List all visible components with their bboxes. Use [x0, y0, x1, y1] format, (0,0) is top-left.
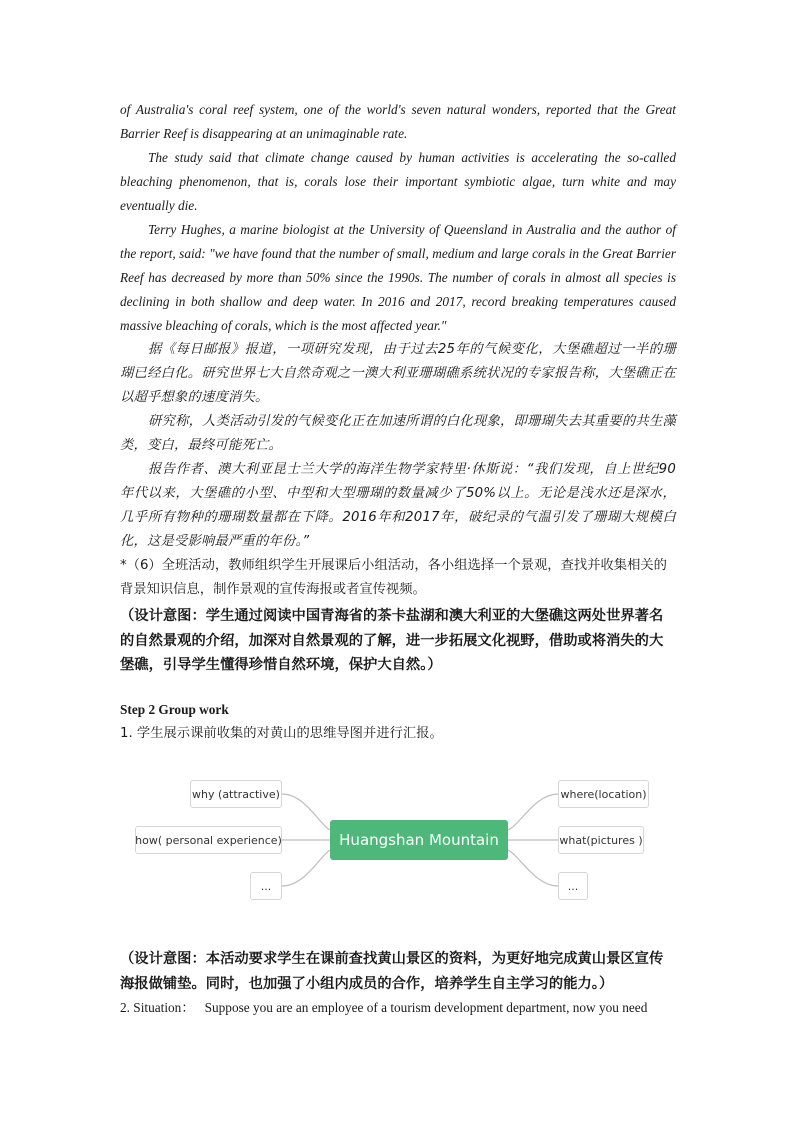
connector-where — [508, 794, 558, 830]
mind-map-node-what: what(pictures ) — [558, 826, 644, 854]
step2-item-1: 1. 学生展示课前收集的对黄山的思维导图并进行汇报。 — [120, 726, 443, 741]
chinese-paragraph-3: 报告作者、澳大利亚昆士兰大学的海洋生物学家特里·休斯说：“我们发现，自上世纪90年代以来，大堡礁的小型、中型和大型珊瑚的数量减少了50%以上。无论是浅水还是深水，几乎所有物种的珊瑚数量都在下降。2016年和2017年，破纪录的气温引发了珊瑚大规模白化，这是受影响最严重的年份。” — [120, 462, 676, 549]
design-intent-1: （设计意图：学生通过阅读中国青海省的茶卡盐湖和澳大利亚的大堡礁这两处世界著名的自然景观的介绍，加深对自然景观的了解，进一步拓展文化视野，借助或将消失的大堡礁，引导学生懂得珍惜自然环境，保护大自然。） — [120, 608, 664, 673]
step2-heading: Step 2 Group work — [120, 702, 229, 717]
mind-map — [120, 770, 676, 910]
mind-map-node-why: why (attractive) — [190, 780, 282, 808]
activity-6: *（6）全班活动，教师组织学生开展课后小组活动，各小组选择一个景观，查找并收集相关的背景知识信息，制作景观的宣传海报或者宣传视频。 — [120, 558, 667, 597]
connector-why — [282, 794, 330, 830]
english-paragraph-3: Terry Hughes, a marine biologist at the University of Queensland in Australia and the author of the report, said: "we have found that the number of small, medium and large corals in the Great Barrier Reef has decreased by more than 50% since the 1990s. The number of corals in almost all species is declining in both shallow and deep water. In 2016 and 2017, record breaking temperatures caused massive bleaching of corals, which is the most affected year." — [120, 222, 676, 333]
situation-label: 2. Situation： — [120, 1000, 195, 1015]
chinese-translation — [120, 338, 676, 554]
situation-text: Suppose you are an employee of a tourism development department, now you need — [204, 1000, 648, 1015]
mind-map-node-where: where(location) — [558, 780, 649, 808]
connector-dots-right — [508, 850, 558, 886]
chinese-paragraph-1: 据《每日邮报》报道，一项研究发现，由于过去25年的气候变化，大堡礁超过一半的珊瑚已经白化。研究世界七大自然奇观之一澳大利亚珊瑚礁系统状况的专家报告称，大堡礁正在以超乎想象的速度消失。 — [120, 342, 676, 405]
mind-map-node-more-right: ... — [558, 872, 588, 900]
mind-map-node-more-left: ... — [250, 872, 282, 900]
situation-line — [120, 996, 676, 1020]
design-intent-2: （设计意图：本活动要求学生在课前查找黄山景区的资料，为更好地完成黄山景区宣传海报做铺垫。同时，也加强了小组内成员的合作，培养学生自主学习的能力。） — [120, 951, 664, 992]
mind-map-center-node: Huangshan Mountain — [330, 820, 508, 860]
english-paragraph-1: of Australia's coral reef system, one of the world's seven natural wonders, reported that the Great Barrier Reef is disappearing at an unimaginable rate. — [120, 102, 676, 141]
connector-dots-left — [282, 850, 330, 886]
english-passage — [120, 98, 676, 338]
mind-map-node-how: how( personal experience) — [135, 826, 282, 854]
english-paragraph-2: The study said that climate change caused by human activities is accelerating the so-called bleaching phenomenon, that is, corals lose their important symbiotic algae, turn white and may eventually die. — [120, 150, 676, 213]
chinese-paragraph-2: 研究称，人类活动引发的气候变化正在加速所谓的白化现象，即珊瑚失去其重要的共生藻类，变白，最终可能死亡。 — [120, 414, 676, 453]
